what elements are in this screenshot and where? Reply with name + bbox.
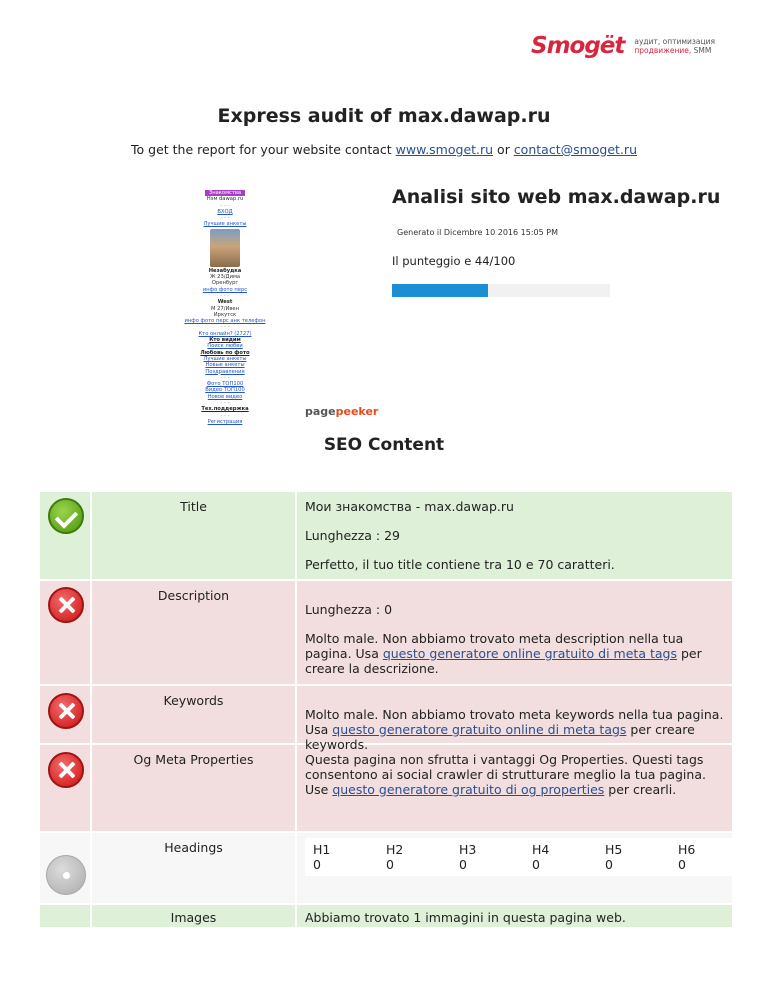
thumbnail-line: - - - <box>220 215 230 222</box>
og-text-a: Questa pagina non sfrutta i vantaggi Og Properties. Questi tags consentono ai social crawler di strutturare meglio la tua pagina. Use <box>305 752 706 797</box>
thumbnail-line: М 27/Ивен <box>211 305 239 312</box>
seo-row-keywords-icon-cell <box>40 686 92 743</box>
logo-tagline-promo: продвижение, <box>634 46 692 55</box>
seo-row-images <box>40 905 732 929</box>
seo-row-og-icon-cell <box>40 745 92 831</box>
thumbnail-line[interactable]: Видео ТОП100 <box>205 387 245 394</box>
logo-tagline-line2 <box>634 46 715 55</box>
contact-website-link[interactable]: www.smoget.ru <box>395 142 494 157</box>
heading-count-h5 <box>605 842 678 872</box>
contact-email-link[interactable]: contact@smoget.ru <box>513 142 637 157</box>
thumbnail-line[interactable]: Новое видео <box>207 393 243 400</box>
thumbnail-line[interactable]: ВХОД <box>217 208 233 215</box>
thumbnail-line[interactable]: Лучшие анкеты <box>203 355 247 362</box>
thumbnail-line: - - - <box>220 202 230 209</box>
contact-prefix: To get the report for your website contact <box>131 142 396 157</box>
heading-tag: H3 <box>459 842 477 857</box>
cross-icon <box>48 752 84 788</box>
thumbnail-line: Оренбург <box>211 280 239 287</box>
thumbnail-profile-photo <box>210 229 240 267</box>
contact-or: or <box>493 142 514 157</box>
heading-count-h3 <box>459 842 532 872</box>
thumbnail-line: Знакомства <box>170 190 280 196</box>
seo-row-content <box>297 581 732 684</box>
thumbnail-line[interactable]: Новые анкеты <box>205 362 245 369</box>
seo-row-title-icon-cell <box>40 492 92 579</box>
logo-tagline <box>634 37 715 55</box>
seo-row-label: Title <box>92 492 297 579</box>
thumbnail-line[interactable]: Тех.поддержка <box>201 406 249 413</box>
neutral-icon <box>46 855 86 895</box>
thumbnail-line: - - - <box>220 374 230 381</box>
heading-tag: H5 <box>605 842 623 857</box>
seo-row-content <box>297 905 732 927</box>
thumbnail-line: - - - <box>220 412 230 419</box>
seo-row-label: Images <box>92 905 297 927</box>
og-generator-link[interactable]: questo generatore gratuito di og properties <box>332 782 605 797</box>
seo-row-content <box>297 745 732 831</box>
thumbnail-line: - - - <box>220 292 230 299</box>
description-length: Lunghezza : 0 <box>305 602 393 617</box>
seo-row-title <box>40 492 732 581</box>
thumbnail-line[interactable]: Кто онлайн? (2727) <box>198 330 252 337</box>
seo-row-images-icon-cell <box>40 905 92 927</box>
analysis-title: Analisi sito web max.dawap.ru <box>392 186 721 208</box>
smoget-logo[interactable] <box>531 33 715 59</box>
score-text: Il punteggio e 44/100 <box>392 254 516 268</box>
thumbnail-line[interactable]: Лучшие анкеты <box>203 221 247 228</box>
seo-row-label: Description <box>92 581 297 684</box>
cross-icon <box>48 693 84 729</box>
pagepeeker-part-b: peeker <box>335 405 379 418</box>
thumbnail-line[interactable]: инфо фото перс <box>202 286 248 293</box>
heading-count-h2 <box>386 842 459 872</box>
heading-count: 0 <box>459 857 467 872</box>
thumbnail-line[interactable]: Фото ТОП100 <box>206 381 244 388</box>
title-length: Lunghezza : 29 <box>305 528 400 543</box>
cross-icon <box>48 587 84 623</box>
thumbnail-line: Иркутск <box>213 311 237 318</box>
website-thumbnail <box>170 190 280 430</box>
seo-row-headings <box>40 833 732 905</box>
score-progress-fill <box>392 284 488 297</box>
generated-date: Generato il Dicembre 10 2016 15:05 PM <box>397 228 558 237</box>
heading-count: 0 <box>313 857 321 872</box>
logo-wordmark: Smogët <box>531 33 625 59</box>
meta-generator-link[interactable]: questo generatore online gratuito di meta tags <box>382 646 677 661</box>
meta-keywords-generator-link[interactable]: questo generatore gratuito online di meta tags <box>332 722 627 737</box>
heading-count-h4 <box>532 842 605 872</box>
seo-row-headings-icon-cell <box>40 833 92 903</box>
logo-tagline-smm: SMM <box>691 46 712 55</box>
thumbnail-line[interactable]: Любовь по фото <box>200 349 250 356</box>
check-icon <box>48 498 84 534</box>
thumbnail-line[interactable]: Поиск любви <box>207 343 243 350</box>
seo-row-label: Og Meta Properties <box>92 745 297 831</box>
thumbnail-line[interactable]: Кто видим <box>209 337 241 344</box>
seo-row-content <box>297 492 732 579</box>
heading-tag: H4 <box>532 842 550 857</box>
keywords-text-b: per creare keywords. <box>305 722 695 752</box>
seo-row-description <box>40 581 732 686</box>
og-text-b: per crearli. <box>604 782 677 797</box>
thumbnail-line: Нэм dawap.ru <box>206 196 244 203</box>
seo-row-content <box>297 686 732 752</box>
heading-count: 0 <box>605 857 613 872</box>
thumbnail-line: West <box>217 299 233 306</box>
seo-row-description-icon-cell <box>40 581 92 684</box>
thumbnail-line[interactable]: Поздравления <box>205 368 245 375</box>
keywords-text-a: Molto male. Non abbiamo trovato meta keywords nella tua pagina. Usa <box>305 707 724 737</box>
title-verdict: Perfetto, il tuo title contiene tra 10 e 70 caratteri. <box>305 557 615 572</box>
seo-section-title: SEO Content <box>323 435 445 455</box>
seo-row-content <box>297 833 767 903</box>
heading-count-h1 <box>313 842 386 872</box>
logo-tagline-line1: аудит, оптимизация <box>634 37 715 46</box>
seo-row-label: Headings <box>92 833 297 903</box>
thumbnail-line: Ж 23/Дима <box>209 274 241 281</box>
pagepeeker-part-a: page <box>305 405 336 418</box>
heading-count: 0 <box>386 857 394 872</box>
seo-row-og <box>40 745 732 833</box>
og-verdict <box>305 752 724 797</box>
seo-row-label: Keywords <box>92 686 297 743</box>
thumbnail-line: - - - <box>220 400 230 407</box>
seo-row-keywords <box>40 686 732 752</box>
thumbnail-line[interactable]: инфо фото перс анк телефон <box>184 318 266 325</box>
description-text-a: Molto male. Non abbiamo trovato meta description nella tua pagina. Usa <box>305 631 684 661</box>
heading-tag: H1 <box>313 842 331 857</box>
page-title: Express audit of max.dawap.ru <box>217 105 551 127</box>
headings-grid <box>305 838 759 876</box>
images-text: Abbiamo trovato 1 immagini in questa pagina web. <box>305 910 626 925</box>
thumbnail-line[interactable]: Регистрация <box>207 418 243 425</box>
heading-count: 0 <box>532 857 540 872</box>
heading-tag: H2 <box>386 842 404 857</box>
heading-count: 0 <box>678 857 686 872</box>
description-text-b: per creare la descrizione. <box>305 646 702 676</box>
heading-tag: H6 <box>678 842 696 857</box>
thumbnail-line: Незабудка <box>208 267 242 274</box>
score-progress-bar <box>392 284 610 297</box>
thumbnail-line: - - - <box>220 324 230 331</box>
contact-line <box>0 142 768 157</box>
seo-table <box>40 492 732 929</box>
heading-count-h6 <box>678 842 751 872</box>
description-verdict <box>305 631 724 676</box>
pagepeeker-watermark <box>305 405 378 418</box>
title-value: Мои знакомства - max.dawap.ru <box>305 499 514 514</box>
